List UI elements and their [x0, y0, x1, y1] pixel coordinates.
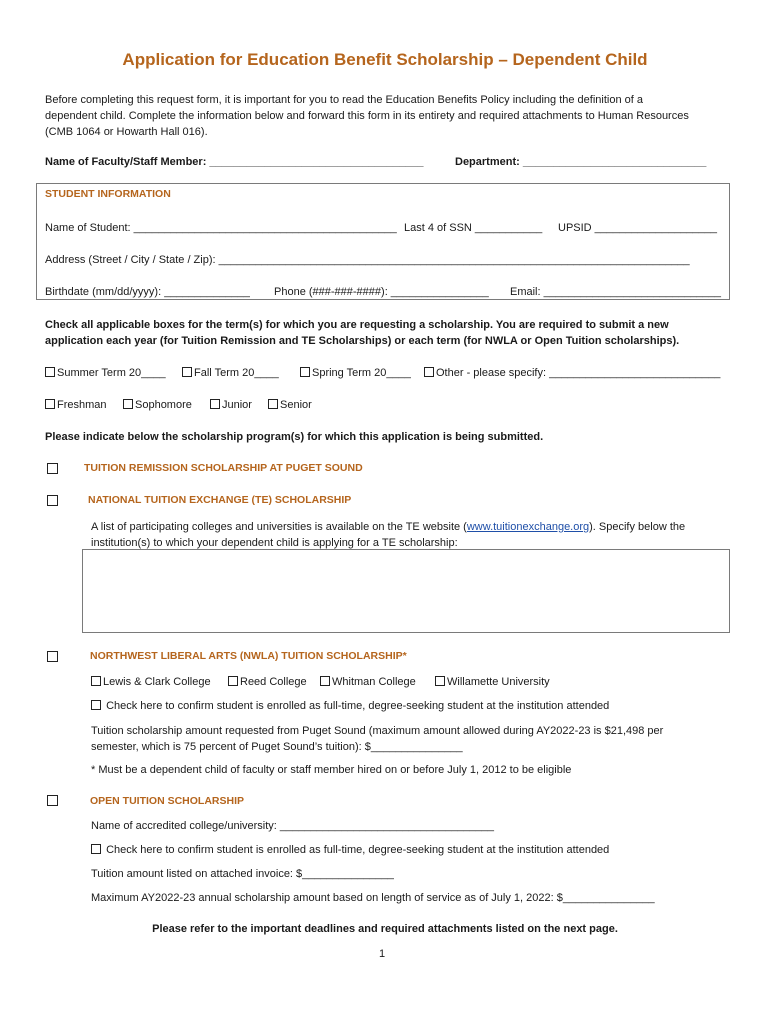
open-checkbox[interactable]: [47, 795, 58, 806]
address-field[interactable]: Address (Street / City / State / Zip): _____________________________________________________________________________: [45, 254, 690, 266]
intro-text: Before completing this request form, it is important for you to read the Education Benefits Policy including the definition of a dependent child. Complete the information below and forward this form in its entirety and required attachments to Human Resources (CMB 1064 or Howarth Hall 016).: [45, 94, 689, 138]
term-summer[interactable]: [45, 365, 166, 381]
checkbox-icon[interactable]: [91, 700, 101, 710]
checkbox-icon[interactable]: [320, 676, 330, 686]
term-spring[interactable]: [300, 365, 411, 381]
nwla-amount-field[interactable]: Tuition scholarship amount requested from Puget Sound (maximum amount allowed during AY2022-23 is $21,498 per semester, which is 75 percent of Puget Sound’s tuition): $_______________: [91, 725, 664, 753]
checkbox-icon[interactable]: [424, 367, 434, 377]
term-fall[interactable]: [182, 365, 279, 381]
phone-field[interactable]: Phone (###-###-####): ________________: [274, 286, 489, 298]
open-confirm-label: Check here to confirm student is enrolled as full-time, degree-seeking student at the institution attended: [106, 844, 610, 856]
te-description: [91, 519, 727, 551]
college-label: Lewis & Clark College: [103, 676, 211, 688]
student-info-heading: STUDENT INFORMATION: [45, 188, 171, 200]
term-spring-label: Spring Term 20____: [312, 367, 411, 379]
term-fall-label: Fall Term 20____: [194, 367, 279, 379]
page-number: 1: [378, 948, 386, 960]
college-label: Whitman College: [332, 676, 416, 688]
te-heading: NATIONAL TUITION EXCHANGE (TE) SCHOLARSHIP: [88, 494, 352, 506]
term-summer-label: Summer Term 20____: [57, 367, 166, 379]
checkbox-icon[interactable]: [210, 399, 220, 409]
faculty-name-field[interactable]: Name of Faculty/Staff Member: ___________________________________: [45, 156, 424, 168]
term-other[interactable]: [424, 365, 720, 381]
college-label: Willamette University: [447, 676, 550, 688]
nwla-college-reed[interactable]: [228, 674, 307, 690]
open-heading: OPEN TUITION SCHOLARSHIP: [90, 795, 245, 807]
ssn-field[interactable]: Last 4 of SSN ___________: [404, 222, 543, 234]
checkbox-icon[interactable]: [228, 676, 238, 686]
checkbox-icon[interactable]: [123, 399, 133, 409]
checkbox-icon[interactable]: [91, 676, 101, 686]
level-junior-label: Junior: [222, 399, 252, 411]
checkbox-icon[interactable]: [91, 844, 101, 854]
nwla-college-willamette[interactable]: [435, 674, 550, 690]
level-sophomore[interactable]: [123, 397, 192, 413]
checkbox-icon[interactable]: [182, 367, 192, 377]
checkbox-icon[interactable]: [45, 399, 55, 409]
level-sophomore-label: Sophomore: [135, 399, 192, 411]
open-confirm[interactable]: [91, 842, 609, 858]
open-invoice-field[interactable]: Tuition amount listed on attached invoice: $_______________: [91, 868, 394, 880]
te-text-before: A list of participating colleges and universities is available on the TE website (: [91, 521, 467, 533]
level-senior[interactable]: [268, 397, 312, 413]
nwla-confirm-label: Check here to confirm student is enrolled as full-time, degree-seeking student at the institution attended: [106, 700, 610, 712]
level-freshman-label: Freshman: [57, 399, 107, 411]
level-senior-label: Senior: [280, 399, 312, 411]
nwla-eligibility-note: * Must be a dependent child of faculty or staff member hired on or before July 1, 2012 to be eligible: [91, 764, 572, 776]
birthdate-field[interactable]: Birthdate (mm/dd/yyyy): ______________: [45, 286, 250, 298]
remission-heading: TUITION REMISSION SCHOLARSHIP AT PUGET SOUND: [84, 462, 363, 474]
student-name-field[interactable]: Name of Student: ___________________________________________: [45, 222, 397, 234]
nwla-college-whitman[interactable]: [320, 674, 416, 690]
checkbox-icon[interactable]: [45, 367, 55, 377]
nwla-college-lewis-clark[interactable]: [91, 674, 211, 690]
checkbox-icon[interactable]: [268, 399, 278, 409]
checkbox-icon[interactable]: [300, 367, 310, 377]
level-junior[interactable]: [210, 397, 252, 413]
te-text-after: ). Specify below the institution(s) to which your dependent child is applying for a TE scholarship:: [91, 521, 686, 549]
email-field[interactable]: Email: _____________________________: [510, 286, 722, 298]
nwla-checkbox[interactable]: [47, 651, 58, 662]
student-info-box: [36, 183, 730, 300]
remission-checkbox[interactable]: [47, 463, 58, 474]
programs-instruction: Please indicate below the scholarship program(s) for which this application is being submitted.: [45, 431, 544, 443]
term-other-label: Other - please specify: ____________________________: [436, 367, 721, 379]
page-title: Application for Education Benefit Scholarship – Dependent Child: [122, 50, 648, 69]
checkbox-icon[interactable]: [435, 676, 445, 686]
level-freshman[interactable]: [45, 397, 107, 413]
footer-note: Please refer to the important deadlines and required attachments listed on the next page.: [152, 923, 618, 935]
college-label: Reed College: [240, 676, 307, 688]
te-institutions-input[interactable]: [82, 549, 730, 633]
te-checkbox[interactable]: [47, 495, 58, 506]
department-field[interactable]: Department: ______________________________: [455, 156, 707, 168]
open-max-field[interactable]: Maximum AY2022-23 annual scholarship amount based on length of service as of July 1, 2022: $_______________: [91, 892, 655, 904]
terms-instruction: Check all applicable boxes for the term(s) for which you are requesting a scholarship. You are required to submit a new application each year (for Tuition Remission and TE Scholarships) or each term (for NWLA or Open Tuition scholarships).: [45, 319, 680, 347]
open-college-field[interactable]: Name of accredited college/university: ___________________________________: [91, 820, 495, 832]
te-website-link[interactable]: www.tuitionexchange.org: [466, 521, 590, 533]
nwla-confirm[interactable]: [91, 698, 609, 714]
nwla-heading: NORTHWEST LIBERAL ARTS (NWLA) TUITION SCHOLARSHIP*: [90, 650, 407, 662]
upsid-field[interactable]: UPSID ____________________: [558, 222, 718, 234]
